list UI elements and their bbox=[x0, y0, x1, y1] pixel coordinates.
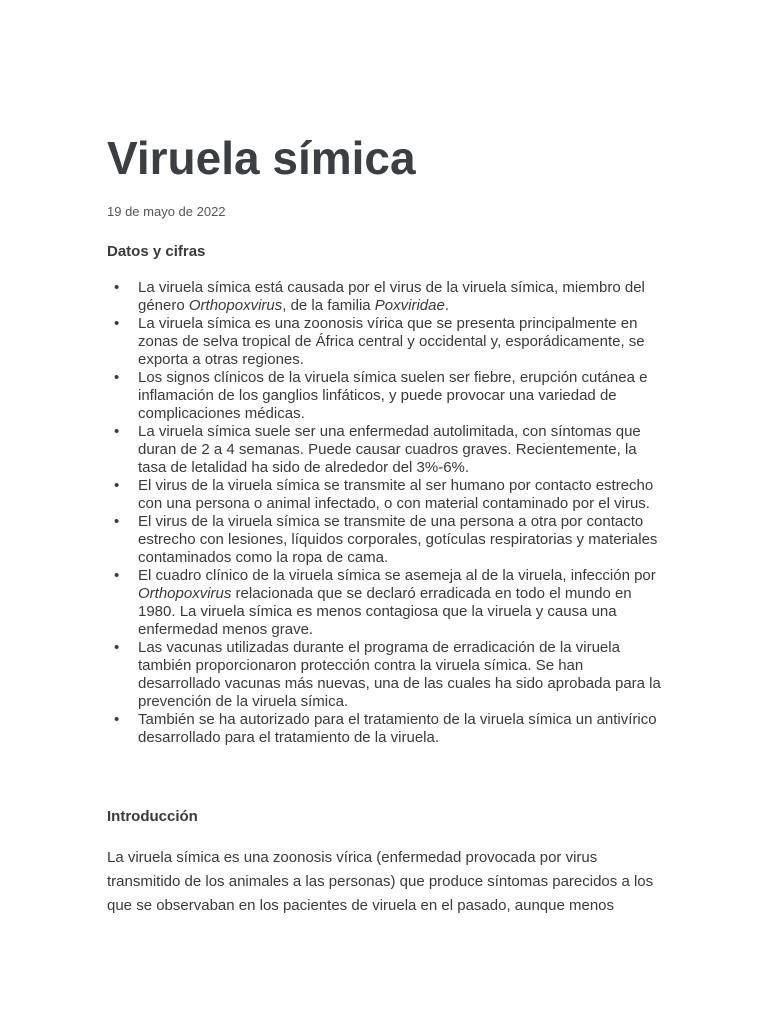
intro-paragraph: La viruela símica es una zoonosis vírica (enfermedad provocada por virus transmitido de los animales a las personas) que produce síntomas parecidos a los que se observaban en los pacientes de viruela en el pasado, aunque menos bbox=[107, 849, 654, 914]
facts-list bbox=[107, 279, 663, 747]
facts-heading: Datos y cifras bbox=[107, 243, 206, 260]
list-item: • La viruela símica suele ser una enfermedad autolimitada, con síntomas que duran de 2 a 4 semanas. Puede causar cuadros graves. Recientemente, la tasa de letalidad ha sido de alrededor del 3%-6%. bbox=[107, 423, 663, 477]
list-item: • El cuadro clínico de la viruela símica se asemeja al de la viruela, infección por Orthopoxvirus relacionada que se declaró erradicada en todo el mundo en 1980. La viruela símica es menos contagiosa que la viruela y causa una enfermedad menos grave. bbox=[107, 567, 663, 639]
list-item: • Los signos clínicos de la viruela símica suelen ser fiebre, erupción cutánea e inflamación de los ganglios linfáticos, y puede provocar una variedad de complicaciones médicas. bbox=[107, 369, 663, 423]
list-item: • El virus de la viruela símica se transmite al ser humano por contacto estrecho con una persona o animal infectado, o con material contaminado por el virus. bbox=[107, 477, 663, 513]
list-item: • El virus de la viruela símica se transmite de una persona a otra por contacto estrecho con lesiones, líquidos corporales, gotículas respiratorias y materiales contaminados como la ropa de cama. bbox=[107, 513, 663, 567]
publication-date: 19 de mayo de 2022 bbox=[107, 204, 226, 219]
list-item: • La viruela símica está causada por el virus de la viruela símica, miembro del género Orthopoxvirus, de la familia Poxviridae. bbox=[107, 279, 663, 315]
list-item: • La viruela símica es una zoonosis vírica que se presenta principalmente en zonas de selva tropical de África central y occidental y, esporádicamente, se exporta a otras regiones. bbox=[107, 315, 663, 369]
page-title: Viruela símica bbox=[107, 132, 416, 184]
list-item: • Las vacunas utilizadas durante el programa de erradicación de la viruela también proporcionaron protección contra la viruela símica. Se han desarrollado vacunas más nuevas, una de las cuales ha sido aprobada para la prevención de la viruela símica. bbox=[107, 639, 663, 711]
intro-heading: Introducción bbox=[107, 808, 198, 825]
list-item: • También se ha autorizado para el tratamiento de la viruela símica un antivírico desarrollado para el tratamiento de la viruela. bbox=[107, 711, 663, 747]
